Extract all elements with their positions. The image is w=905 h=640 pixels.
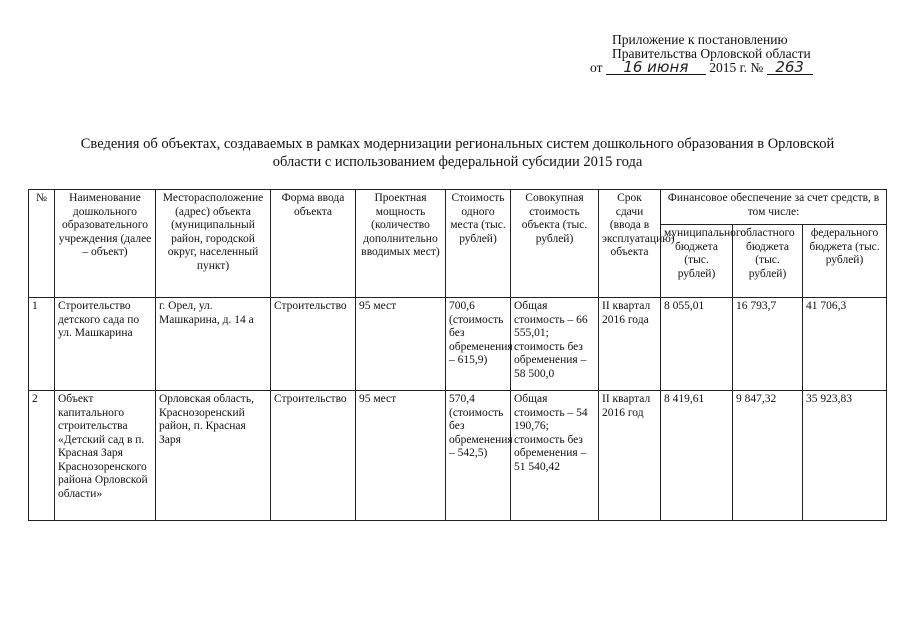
header-total-cost: Совокупная стоимость объекта (тыс. рублей) <box>511 190 599 298</box>
header-federal: федерального бюджета (тыс. рублей) <box>803 225 887 298</box>
cell-num: 2 <box>29 391 55 521</box>
cell-regional: 16 793,7 <box>733 298 803 391</box>
header-finance: Финансовое обеспечение за счет средств, в том числе: <box>661 190 887 225</box>
cell-municipal: 8 419,61 <box>661 391 733 521</box>
cell-federal: 41 706,3 <box>803 298 887 391</box>
header-row <box>29 190 887 225</box>
header-num: № <box>29 190 55 298</box>
handwritten-number: 263 <box>767 61 813 75</box>
appendix-header <box>590 33 890 75</box>
appendix-line-3 <box>590 58 890 76</box>
cell-name: Строительство детского сада по ул. Машкарина <box>55 298 156 391</box>
header-deadline: Срок сдачи (ввода в эксплуатацию) объекта <box>599 190 661 298</box>
header-regional: областного бюджета (тыс. рублей) <box>733 225 803 298</box>
year-number-label: 2015 г. № <box>709 60 764 75</box>
cell-name: Объект капитального строительства «Детский сад в п. Красная Заря Краснозоренского района Орловской области» <box>55 391 156 521</box>
header-location: Месторасположение (адрес) объекта (муниципальный район, городской округ, населенный пункт) <box>156 190 271 298</box>
cell-deadline: II квартал 2016 год <box>599 391 661 521</box>
header-name: Наименование дошкольного образовательного учреждения (далее – объект) <box>55 190 156 298</box>
title-line-1: Сведения об объектах, создаваемых в рамках модернизации региональных систем дошкольного образования в Орловской <box>80 136 835 152</box>
appendix-line-1: Приложение к постановлению <box>612 32 788 47</box>
header-capacity: Проектная мощность (количество дополнительно вводимых мест) <box>356 190 446 298</box>
cell-deadline: II квартал 2016 года <box>599 298 661 391</box>
cell-form: Строительство <box>271 298 356 391</box>
title-line-2: области с использованием федеральной субсидии 2015 года <box>272 154 643 170</box>
table-row <box>29 298 887 391</box>
header-form: Форма ввода объекта <box>271 190 356 298</box>
cell-regional: 9 847,32 <box>733 391 803 521</box>
cell-municipal: 8 055,01 <box>661 298 733 391</box>
handwritten-date: 16 июня <box>606 61 706 75</box>
cell-total-cost: Общая стоимость – 54 190,76; стоимость без обременения – 51 540,42 <box>511 391 599 521</box>
cell-capacity: 95 мест <box>356 298 446 391</box>
cell-location: Орловская область, Краснозоренский район, п. Красная Заря <box>156 391 271 521</box>
from-label: от <box>590 60 603 75</box>
cell-num: 1 <box>29 298 55 391</box>
document-title <box>50 135 865 171</box>
table-row <box>29 391 887 521</box>
cell-location: г. Орел, ул. Машкарина, д. 14 а <box>156 298 271 391</box>
cell-cost-place: 570,4 (стоимость без обременения – 542,5) <box>446 391 511 521</box>
cell-federal: 35 923,83 <box>803 391 887 521</box>
header-municipal: муниципального бюджета (тыс. рублей) <box>661 225 733 298</box>
cell-form: Строительство <box>271 391 356 521</box>
cell-total-cost: Общая стоимость – 66 555,01; стоимость без обременения – 58 500,0 <box>511 298 599 391</box>
objects-table <box>28 189 887 521</box>
cell-capacity: 95 мест <box>356 391 446 521</box>
appendix-line-2: Правительства Орловской области <box>612 46 811 61</box>
cell-cost-place: 700,6 (стоимость без обременения – 615,9) <box>446 298 511 391</box>
header-cost-place: Стоимость одного места (тыс. рублей) <box>446 190 511 298</box>
